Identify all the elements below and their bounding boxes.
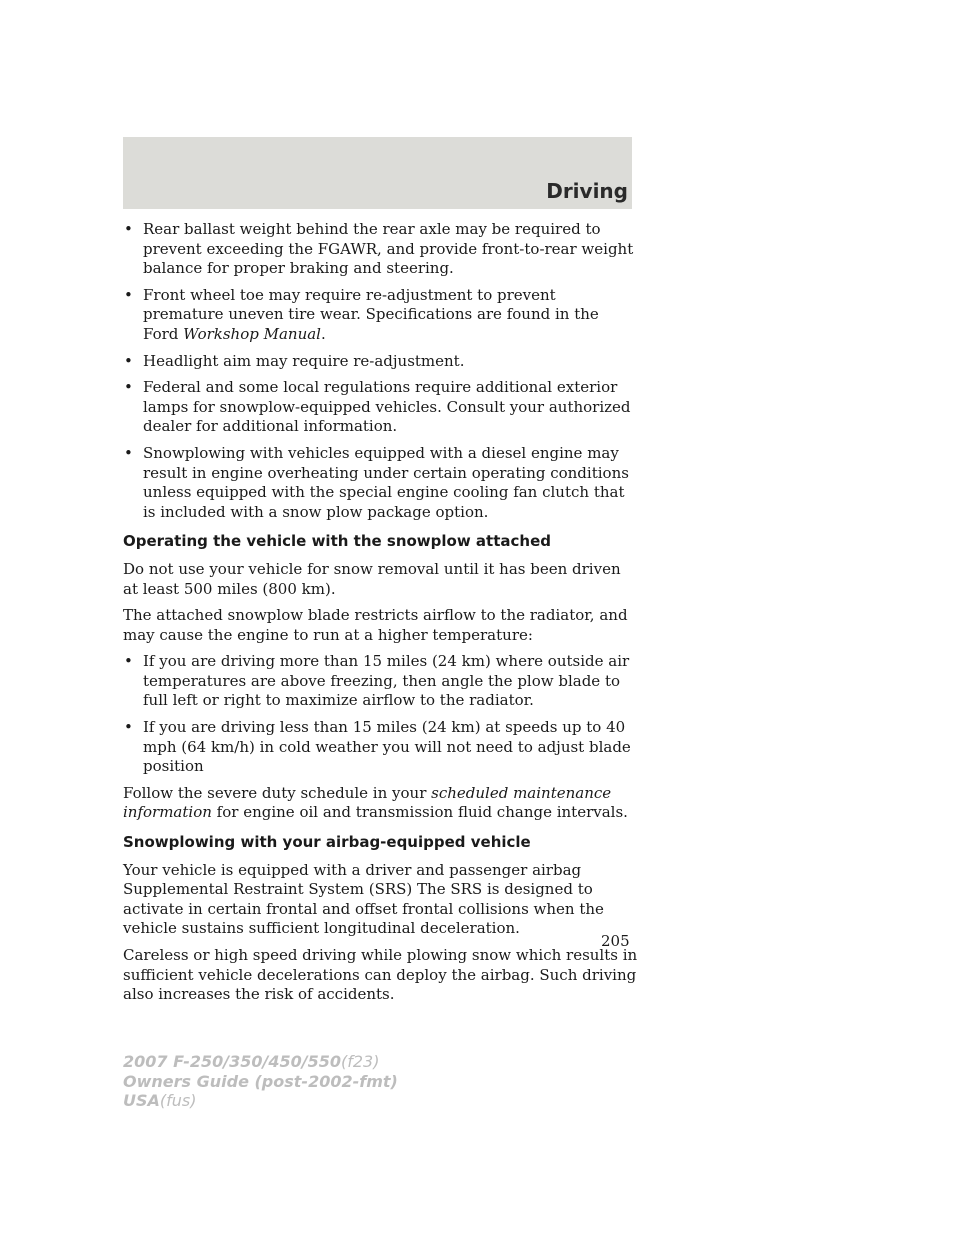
section-header-band bbox=[123, 137, 632, 209]
maintenance-info-reference: scheduled maintenance information bbox=[123, 783, 612, 822]
footer-line bbox=[123, 1052, 398, 1072]
bullet-icon: • bbox=[124, 718, 133, 737]
list-item bbox=[123, 220, 638, 279]
section-heading: Snowplowing with your airbag-equipped vehicle bbox=[123, 833, 531, 852]
bullet-text: Rear ballast weight behind the rear axle may be required to prevent exceeding the FGAWR, and provide front-to-rear weight balance for proper braking and steering. bbox=[143, 220, 634, 278]
bullet-text: If you are driving less than 15 miles (24 km) at speeds up to 40 mph (64 km/h) in cold weather you will not need to adjust blade position bbox=[143, 718, 631, 776]
workshop-manual-reference: Workshop Manual bbox=[183, 324, 321, 343]
bullet-text: Front wheel toe may require re-adjustment to prevent premature uneven tire wear. Specifications are found in the Ford bbox=[143, 285, 599, 343]
list-item bbox=[123, 718, 638, 777]
bullet-icon: • bbox=[124, 378, 133, 397]
paragraph: Do not use your vehicle for snow removal until it has been driven at least 500 miles (800 km). bbox=[123, 559, 621, 598]
bullet-icon: • bbox=[124, 285, 133, 304]
paragraph-text: Follow the severe duty schedule in your bbox=[123, 783, 432, 802]
footer-market-code: (fus) bbox=[159, 1091, 197, 1110]
footer-market: USA bbox=[123, 1091, 160, 1110]
bullet-text: Snowplowing with vehicles equipped with a diesel engine may result in engine overheating under certain operating conditions unless equipped with the special engine cooling fan clutch that is included with a snow plow package option. bbox=[143, 443, 629, 521]
paragraph: Careless or high speed driving while plowing snow which results in sufficient vehicle decelerations can deploy the airbag. Such driving also increases the risk of accidents. bbox=[123, 946, 638, 1004]
list-item bbox=[123, 444, 638, 522]
section-heading: Operating the vehicle with the snowplow attached bbox=[123, 532, 551, 551]
list-item bbox=[123, 652, 638, 711]
paragraph-text-end: for engine oil and transmission fluid change intervals. bbox=[211, 803, 628, 822]
bullet-icon: • bbox=[124, 443, 133, 462]
page-number: 205 bbox=[601, 932, 630, 950]
list-item bbox=[123, 286, 638, 345]
page-content bbox=[123, 220, 638, 1012]
bullet-icon: • bbox=[124, 652, 133, 671]
bullet-icon: • bbox=[124, 351, 133, 370]
footer-model-code: (f23) bbox=[341, 1052, 380, 1071]
paragraph: Your vehicle is equipped with a driver and passenger airbag Supplemental Restraint System (SRS) The SRS is designed to activate in certain frontal and offset frontal collisions when the vehicle sustains sufficient longitudinal deceleration. bbox=[123, 860, 604, 938]
list-item bbox=[123, 378, 638, 437]
bullet-text: Federal and some local regulations require additional exterior lamps for snowplow-equipped vehicles. Consult your authorized dealer for additional information. bbox=[143, 378, 631, 436]
bullet-text-end: . bbox=[320, 324, 326, 343]
footer-line: Owners Guide (post-2002-fmt) bbox=[123, 1071, 398, 1091]
bullet-text: Headlight aim may require re-adjustment. bbox=[143, 351, 465, 370]
paragraph bbox=[123, 784, 638, 823]
bullet-icon: • bbox=[124, 220, 133, 238]
section-title: Driving bbox=[546, 179, 628, 203]
bullet-text: If you are driving more than 15 miles (24 km) where outside air temperatures are above freezing, then angle the plow blade to full left or right to maximize airflow to the radiator. bbox=[143, 652, 630, 710]
footer-model: 2007 F-250/350/450/550 bbox=[123, 1052, 341, 1071]
document-footer bbox=[123, 1052, 398, 1111]
footer-line bbox=[123, 1091, 398, 1111]
list-item bbox=[123, 352, 638, 372]
paragraph: The attached snowplow blade restricts airflow to the radiator, and may cause the engine to run at a higher temperature: bbox=[123, 606, 628, 644]
